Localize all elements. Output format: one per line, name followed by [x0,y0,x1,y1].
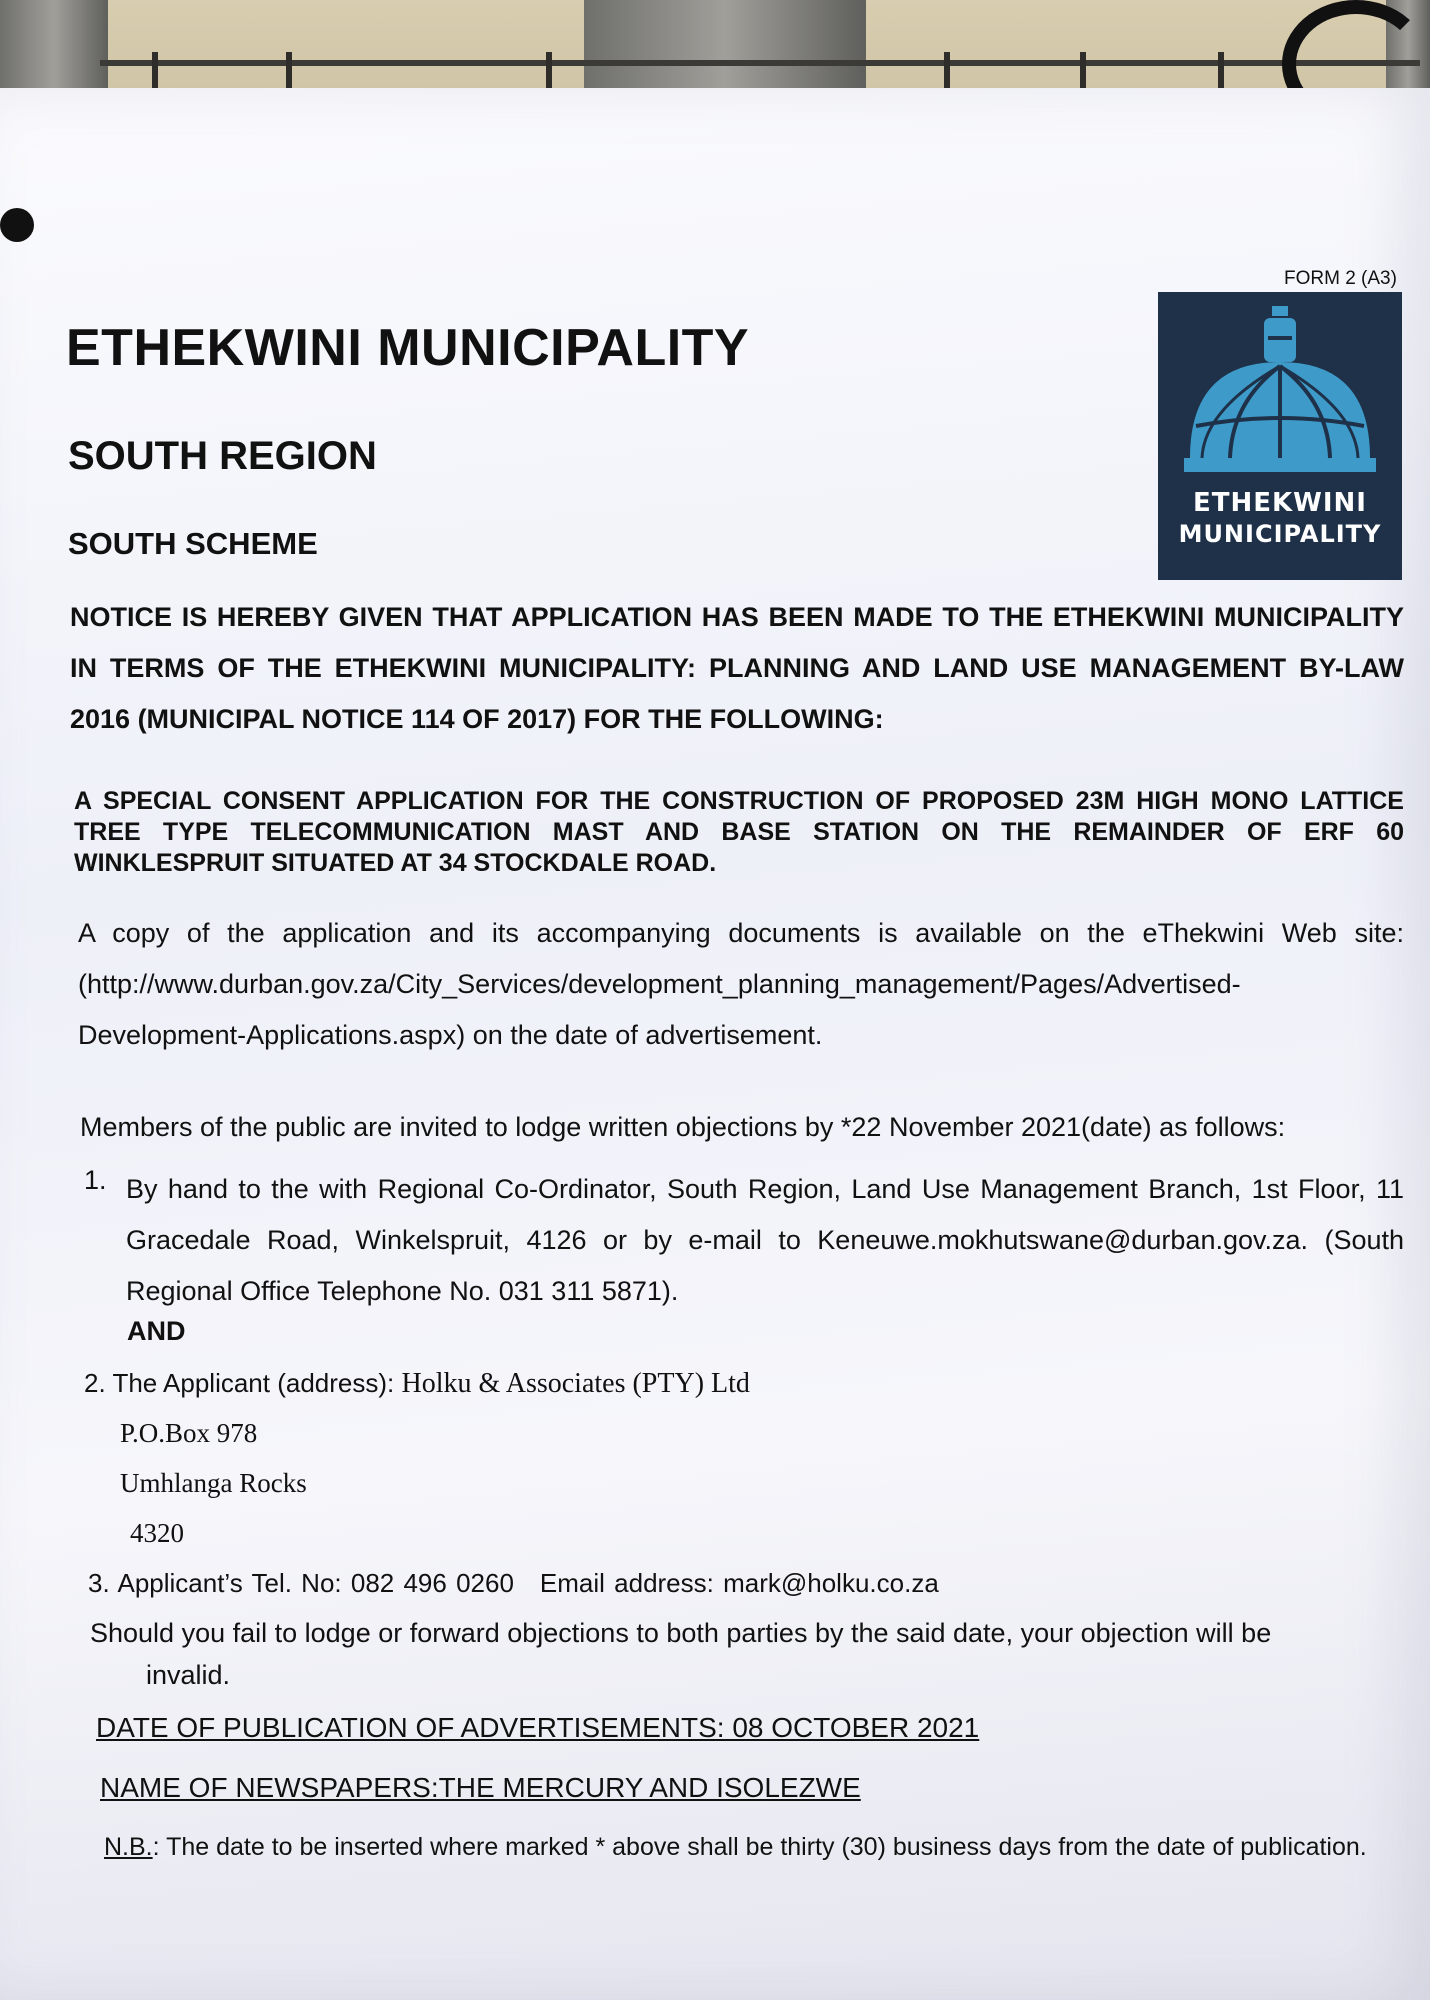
fence-wire-tie [286,52,292,90]
fail-line: Should you fail to lodge or forward objections to both parties by the said date, your objection will be [90,1618,1272,1648]
list-item-hand-delivery: By hand to the with Regional Co-Ordinator, South Region, Land Use Management Branch, 1st Floor, 11 Gracedale Road, Winkelspruit, 4126 or by e-mail to Keneuwe.mokhutswane@durban.gov.za. (South Regional Office Telephone No. 031 311 5871). [126,1174,1404,1306]
list-item-number: 1. [84,1165,107,1195]
fence-wire-tie [944,52,950,90]
region-heading: SOUTH REGION [68,434,377,478]
logo-text-line2: MUNICIPALITY [1178,520,1382,548]
consent-paragraph: A SPECIAL CONSENT APPLICATION FOR THE CONSTRUCTION OF PROPOSED 23M HIGH MONO LATTICE TREE TYPE TELECOMMUNICATION MAST AND BASE STATION ON THE REMAINDER OF ERF 60 WINKLESPRUIT SITUATED AT 34 STOCKDALE ROAD. [74,787,1404,877]
scheme-heading: SOUTH SCHEME [68,526,318,561]
logo-text-line1: ETHEKWINI [1193,488,1367,518]
nb-text: : The date to be inserted where marked * above shall be thirty (30) business days from the date of publication. [152,1833,1367,1861]
punch-hole [0,208,34,242]
members-paragraph: Members of the public are invited to lodge written objections by *22 November 2021(date) as follows: [80,1112,1286,1142]
fence-wire-tie [152,52,158,90]
nb-label: N.B. [104,1833,153,1861]
municipality-logo [1158,292,1402,580]
fence-wire-tie [1080,52,1086,90]
applicant-tel: 3. Applicant’s Tel. No: 082 496 0260 [88,1568,514,1598]
list-item-contact [88,1568,939,1599]
publication-date: DATE OF PUBLICATION OF ADVERTISEMENTS: 08 OCTOBER 2021 [96,1712,980,1743]
and-label: AND [127,1316,186,1346]
list-item-applicant [84,1368,750,1400]
address-line: Umhlanga Rocks [120,1468,307,1498]
fail-paragraph [90,1612,1410,1696]
address-line: P.O.Box 978 [120,1418,258,1448]
newspapers: NAME OF NEWSPAPERS:THE MERCURY AND ISOLEZWE [100,1772,861,1803]
fail-line: invalid. [146,1660,231,1690]
fence-wire-tie [1218,52,1224,90]
page-title: ETHEKWINI MUNICIPALITY [66,319,750,377]
copy-paragraph: A copy of the application and its accompanying documents is available on the eThekwini Web site: (http://www.durban.gov.za/City_Services/development_planning_management/Pages/Advertised-Development-Applications.aspx) on the date of advertisement. [78,918,1404,1050]
fence-wire-tie [546,52,552,90]
applicant-email: Email address: mark@holku.co.za [539,1568,939,1598]
applicant-label: 2. The Applicant (address): [84,1368,395,1398]
nb-note [104,1832,1404,1862]
applicant-company: Holku & Associates (PTY) Ltd [401,1368,750,1399]
form-label: FORM 2 (A3) [1284,268,1397,289]
address-line: 4320 [130,1518,184,1548]
notice-paragraph: NOTICE IS HEREBY GIVEN THAT APPLICATION HAS BEEN MADE TO THE ETHEKWINI MUNICIPALITY IN TERMS OF THE ETHEKWINI MUNICIPALITY: PLANNING AND LAND USE MANAGEMENT BY-LAW 2016 (MUNICIPAL NOTICE 114 OF 2017) FOR THE FOLLOWING: [70,602,1404,734]
